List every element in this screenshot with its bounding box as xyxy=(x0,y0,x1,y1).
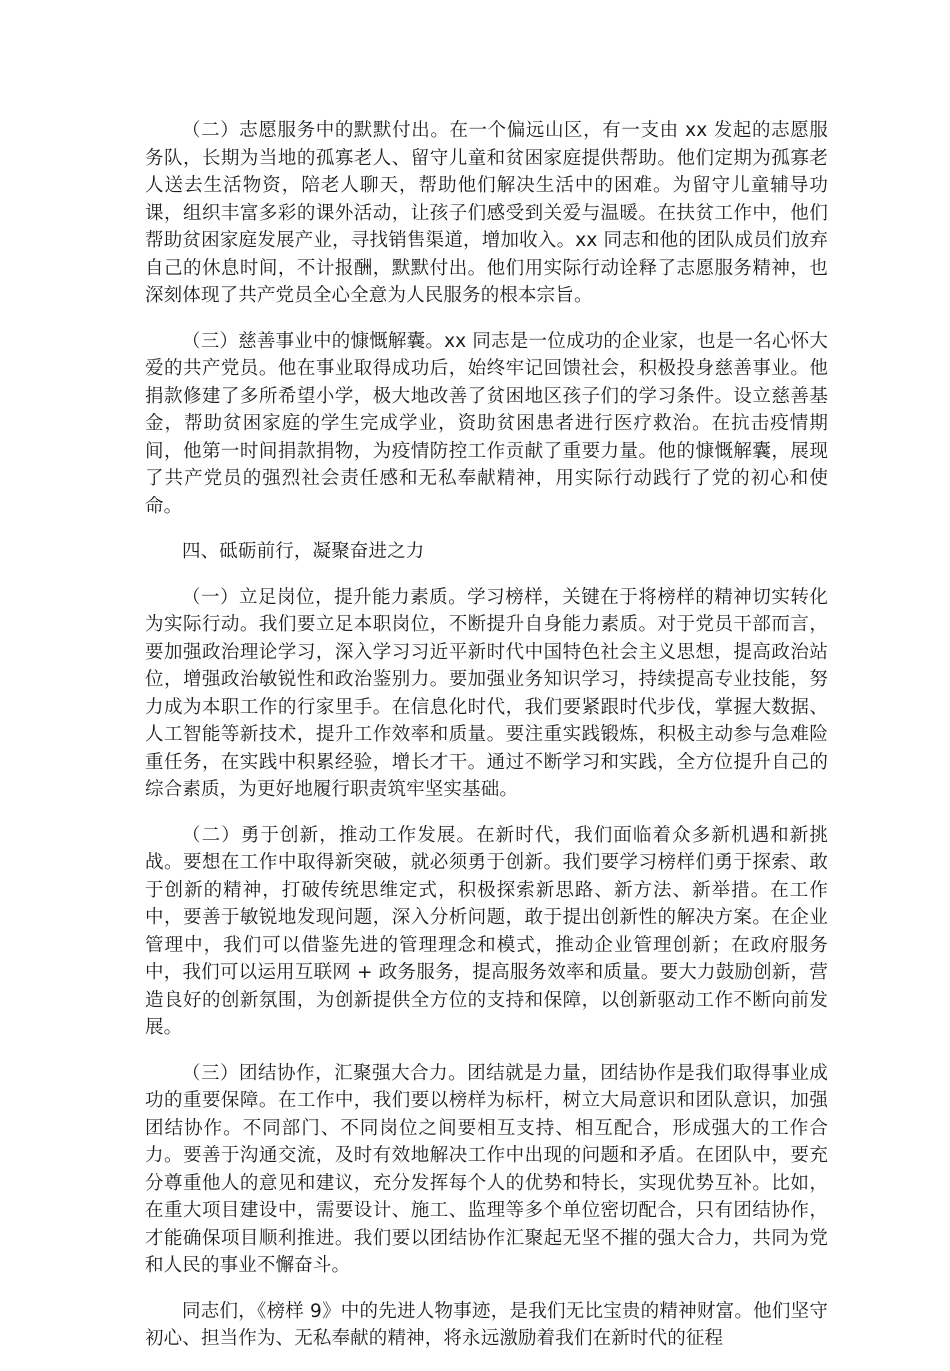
paragraph-innovation: （二）勇于创新，推动工作发展。在新时代，我们面临着众多新机遇和新挑战。要想在工作中取得新突破，就必须勇于创新。我们要学习榜样们勇于探索、敢于创新的精神，打破传统思维定式，积极探索新思路、新方法、新举措。在工作中，要善于敏锐地发现问题，深入分析问题，敢于提出创新性的解决方案。在企业管理中，我们可以借鉴先进的管理理念和模式，推动企业管理创新；在政府服务中，我们可以运用互联网 + 政务服务，提高服务效率和质量。要大力鼓励创新，营造良好的创新氛围，为创新提供全方位的支持和保障，以创新驱动工作不断向前发展。 xyxy=(145,824,828,1038)
paragraph-improve-ability: （一）立足岗位，提升能力素质。学习榜样，关键在于将榜样的精神切实转化为实际行动。我们要立足本职岗位，不断提升自身能力素质。对于党员干部而言，要加强政治理论学习，深入学习习近平新时代中国特色社会主义思想，提高政治站位，增强政治敏锐性和政治鉴别力。要加强业务知识学习，持续提高专业技能，努力成为本职工作的行家里手。在信息化时代，我们要紧跟时代步伐，掌握大数据、人工智能等新技术，提升工作效率和质量。要注重实践锻炼，积极主动参与急难险重任务，在实践中积累经验，增长才干。通过不断学习和实践，全方位提升自己的综合素质，为更好地履行职责筑牢坚实基础。 xyxy=(145,586,828,800)
paragraph-volunteer-service: （二）志愿服务中的默默付出。在一个偏远山区，有一支由 xx 发起的志愿服务队，长期为当地的孤寡老人、留守儿童和贫困家庭提供帮助。他们定期为孤寡老人送去生活物资，陪老人聊天，帮助他们解决生活中的困难。为留守儿童辅导功课，组织丰富多彩的课外活动，让孩子们感受到关爱与温暖。在扶贫工作中，他们帮助贫困家庭发展产业，寻找销售渠道，增加收入。xx 同志和他的团队成员们放弃自己的休息时间，不计报酬，默默付出。他们用实际行动诠释了志愿服务精神，也深刻体现了共产党员全心全意为人民服务的根本宗旨。 xyxy=(145,120,828,306)
paragraph-closing: 同志们，《榜样 9》中的先进人物事迹，是我们无比宝贵的精神财富。他们坚守初心、担当作为、无私奉献的精神，将永远激励着我们在新时代的征程 xyxy=(145,1300,828,1349)
section-heading-four: 四、砥砺前行，凝聚奋进之力 xyxy=(182,541,425,562)
paragraph-teamwork: （三）团结协作，汇聚强大合力。团结就是力量，团结协作是我们取得事业成功的重要保障。在工作中，我们要以榜样为标杆，树立大局意识和团队意识，加强团结协作。不同部门、不同岗位之间要相互支持、相互配合，形成强大的工作合力。要善于沟通交流，及时有效地解决工作中出现的问题和矛盾。在团队中，要充分尊重他人的意见和建议，充分发挥每个人的优势和特长，实现优势互补。比如，在重大项目建设中，需要设计、施工、监理等多个单位密切配合，只有团结协作，才能确保项目顺利推进。我们要以团结协作汇聚起无坚不摧的强大合力，共同为党和人民的事业不懈奋斗。 xyxy=(145,1062,828,1276)
document-page xyxy=(145,117,828,1371)
paragraph-charity: （三）慈善事业中的慷慨解囊。xx 同志是一位成功的企业家，也是一名心怀大爱的共产党员。他在事业取得成功后，始终牢记回馈社会，积极投身慈善事业。他捐款修建了多所希望小学，极大地改善了贫困地区孩子们的学习条件。设立慈善基金，帮助贫困家庭的学生完成学业，资助贫困患者进行医疗救治。在抗击疫情期间，他第一时间捐款捐物，为疫情防控工作贡献了重要力量。他的慷慨解囊，展现了共产党员的强烈社会责任感和无私奉献精神，用实际行动践行了党的初心和使命。 xyxy=(145,330,828,517)
